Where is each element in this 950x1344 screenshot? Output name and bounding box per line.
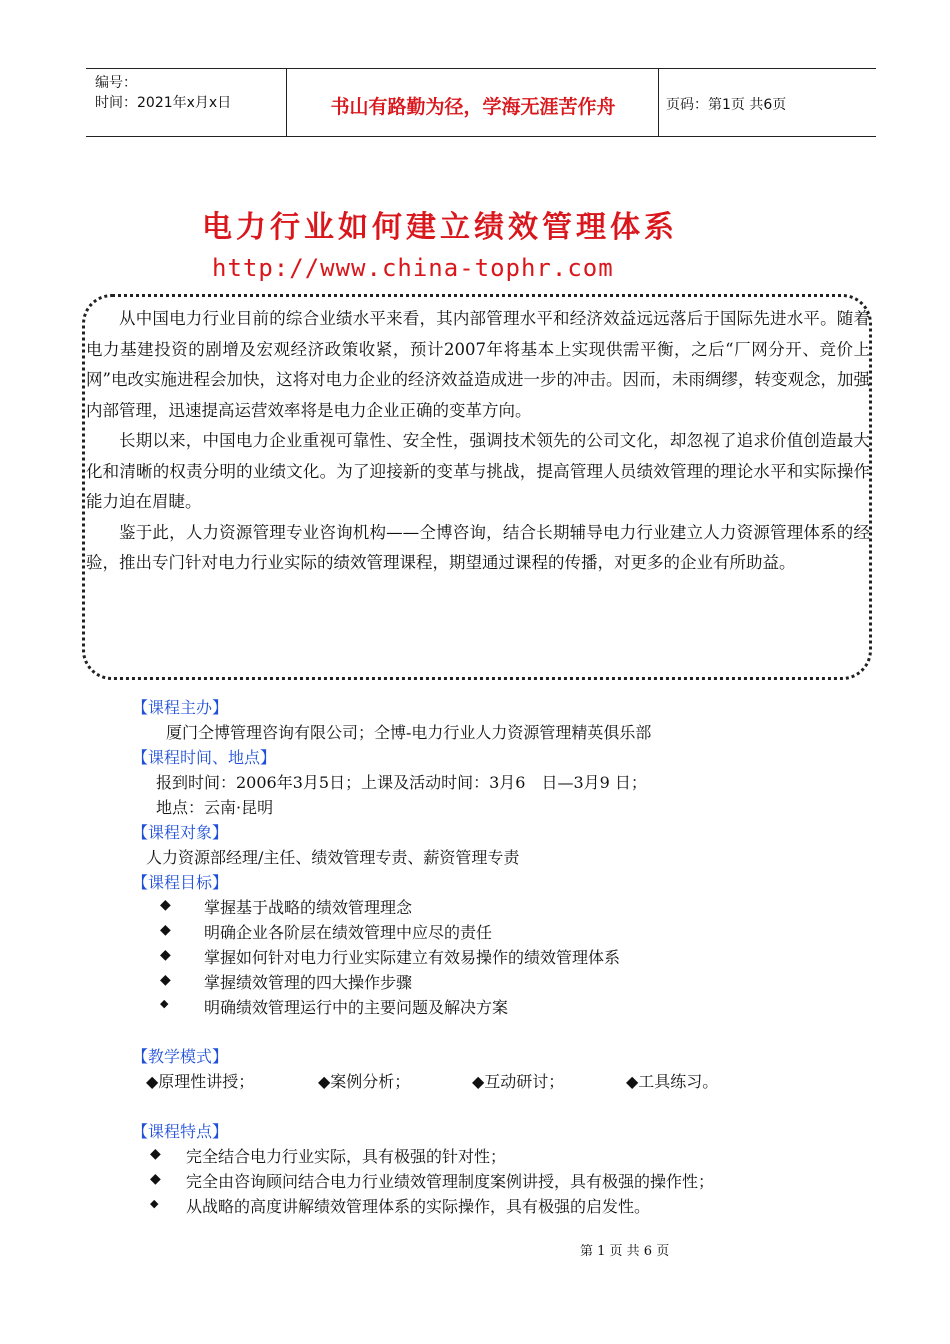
bullet-icon: ◆ [150,1171,161,1187]
teaching-mode-item: ◆案例分析； [318,1072,411,1091]
section-heading-audience: 【课程对象】 [132,823,229,842]
teaching-mode-item: ◆原理性讲授； [146,1072,255,1091]
header-date: 时间：2021年x月x日 [95,95,232,111]
page-footer: 第 1 页 共 6 页 [580,1244,670,1259]
teaching-mode-item: ◆工具练习。 [626,1072,719,1091]
feature-item: 完全结合电力行业实际，具有极强的针对性； [186,1147,507,1166]
objective-item: 掌握基于战略的绩效管理理念 [204,898,413,917]
organizer-text: 厦门仝博管理咨询有限公司；仝博-电力行业人力资源管理精英俱乐部 [166,723,652,742]
course-place: 地点：云南·昆明 [156,798,274,817]
bullet-icon: ◆ [150,1197,159,1210]
objective-item: 掌握如何针对电力行业实际建立有效易操作的绩效管理体系 [204,948,621,967]
header-divider [286,68,287,136]
section-heading-features: 【课程特点】 [132,1122,229,1141]
feature-item: 完全由咨询顾问结合电力行业绩效管理制度案例讲授，具有极强的操作性； [186,1172,715,1191]
intro-paragraph: 从中国电力行业目前的综合业绩水平来看，其内部管理水平和经济效益远远落后于国际先进水平。随着电力基建投资的剧增及宏观经济政策收紧，预计2007年将基本上实现供需平衡，之后“厂网分开、竞价上网”电改实施进程会加快，这将对电力企业的经济效益造成进一步的冲击。因而，未雨绸缪，转变观念，加强内部管理，迅速提高运营效率将是电力企业正确的变革方向。 [86,309,870,420]
intro-paragraph: 长期以来，中国电力企业重视可靠性、安全性，强调技术领先的公司文化，却忽视了追求价值创造最大化和清晰的权责分明的业绩文化。为了迎接新的变革与挑战，提高管理人员绩效管理的理论水平和实际操作能力迫在眉睫。 [86,431,870,511]
objective-item: 明确绩效管理运行中的主要问题及解决方案 [204,998,509,1017]
feature-item: 从战略的高度讲解绩效管理体系的实际操作，具有极强的启发性。 [186,1197,651,1216]
teaching-mode-item: ◆互动研讨； [472,1072,565,1091]
header-divider [658,68,659,136]
bullet-icon: ◆ [160,897,171,913]
bullet-icon: ◆ [160,947,171,963]
bullet-icon: ◆ [160,922,171,938]
bullet-icon: ◆ [160,997,169,1010]
header-page-info: 页码：第1页 共6页 [666,97,787,113]
page-title: 电力行业如何建立绩效管理体系 [202,210,678,245]
section-heading-time-place: 【课程时间、地点】 [132,748,277,767]
objective-item: 明确企业各阶层在绩效管理中应尽的责任 [204,923,493,942]
bullet-icon: ◆ [160,972,171,988]
website-url[interactable]: http://www.china-tophr.com [212,254,614,282]
intro-text [86,304,870,579]
header-motto: 书山有路勤为径，学海无涯苦作舟 [330,96,616,118]
header-bottom-rule [86,136,876,137]
bullet-icon: ◆ [150,1146,161,1162]
section-heading-objectives: 【课程目标】 [132,873,229,892]
intro-paragraph: 鉴于此，人力资源管理专业咨询机构——仝博咨询，结合长期辅导电力行业建立人力资源管理体系的经验，推出专门针对电力行业实际的绩效管理课程，期望通过课程的传播，对更多的企业有所助益。 [86,522,870,572]
objective-item: 掌握绩效管理的四大操作步骤 [204,973,413,992]
course-time: 报到时间：2006年3月5日；上课及活动时间：3月6 日—3月9 日； [156,773,647,792]
header-top-rule [86,68,876,69]
section-heading-teaching: 【教学模式】 [132,1047,229,1066]
audience-text: 人力资源部经理/主任、绩效管理专责、薪资管理专责 [146,848,520,867]
section-heading-organizer: 【课程主办】 [132,698,229,717]
header-number: 编号： [95,75,137,91]
